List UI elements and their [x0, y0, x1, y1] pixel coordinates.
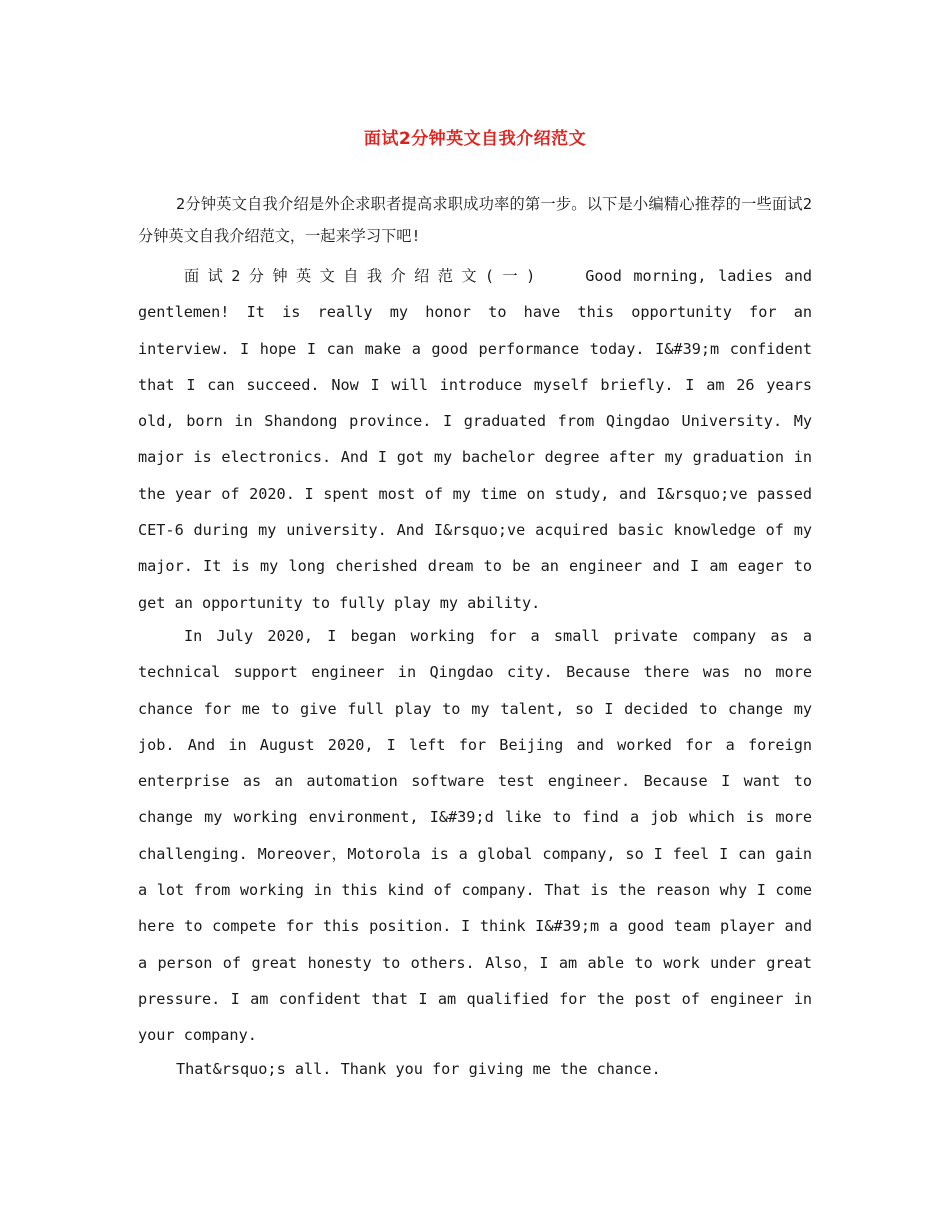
- document-title: 面试2分钟英文自我介绍范文: [363, 129, 587, 149]
- paragraph-two: In July 2020, I began working for a small private company as a technical support engineer in Qingdao city. Because there was no more chance for me to give full play to my talent, so I decided to change my job. And in August 2020, I left for Beijing and worked for a foreign enterprise as an automation software test engineer. Because I want to change my working environment, I&#39;d like to find a job which is more challenging. Moreover，Motorola is a global company, so I feel I can gain a lot from working in this kind of company. That is the reason why I come here to compete for this position. I think I&#39;m a good team player and a person of great honesty to others. Also，I am able to work under great pressure. I am confident that I am qualified for the post of engineer in your company.: [138, 627, 812, 1045]
- intro-paragraph: [138, 188, 812, 252]
- section-heading: 面试2分钟英文自我介绍范文(一): [184, 267, 542, 285]
- paragraph-three: That&rsquo;s all. Thank you for giving me the chance.: [176, 1060, 661, 1078]
- paragraph-one-text: Good morning, ladies and gentlemen! It is really my honor to have this opportunity for an interview. I hope I can make a good performance today. I&#39;m confident that I can succeed. Now I will introduce myself briefly. I am 26 years old, born in Shandong province. I graduated from Qingdao University. My major is electronics. And I got my bachelor degree after my graduation in the year of 2020. I spent most of my time on study, and I&rsquo;ve passed CET-6 during my university. And I&rsquo;ve acquired basic knowledge of my major. It is my long cherished dream to be an engineer and I am eager to get an opportunity to fully play my ability.: [138, 267, 812, 612]
- section-one: [138, 258, 812, 621]
- section-three: [138, 1051, 812, 1087]
- paragraph-one: [138, 258, 812, 621]
- section-two: [138, 618, 812, 1054]
- intro-text: 2分钟英文自我介绍是外企求职者提高求职成功率的第一步。以下是小编精心推荐的一些面试2分钟英文自我介绍范文，一起来学习下吧!: [138, 195, 812, 245]
